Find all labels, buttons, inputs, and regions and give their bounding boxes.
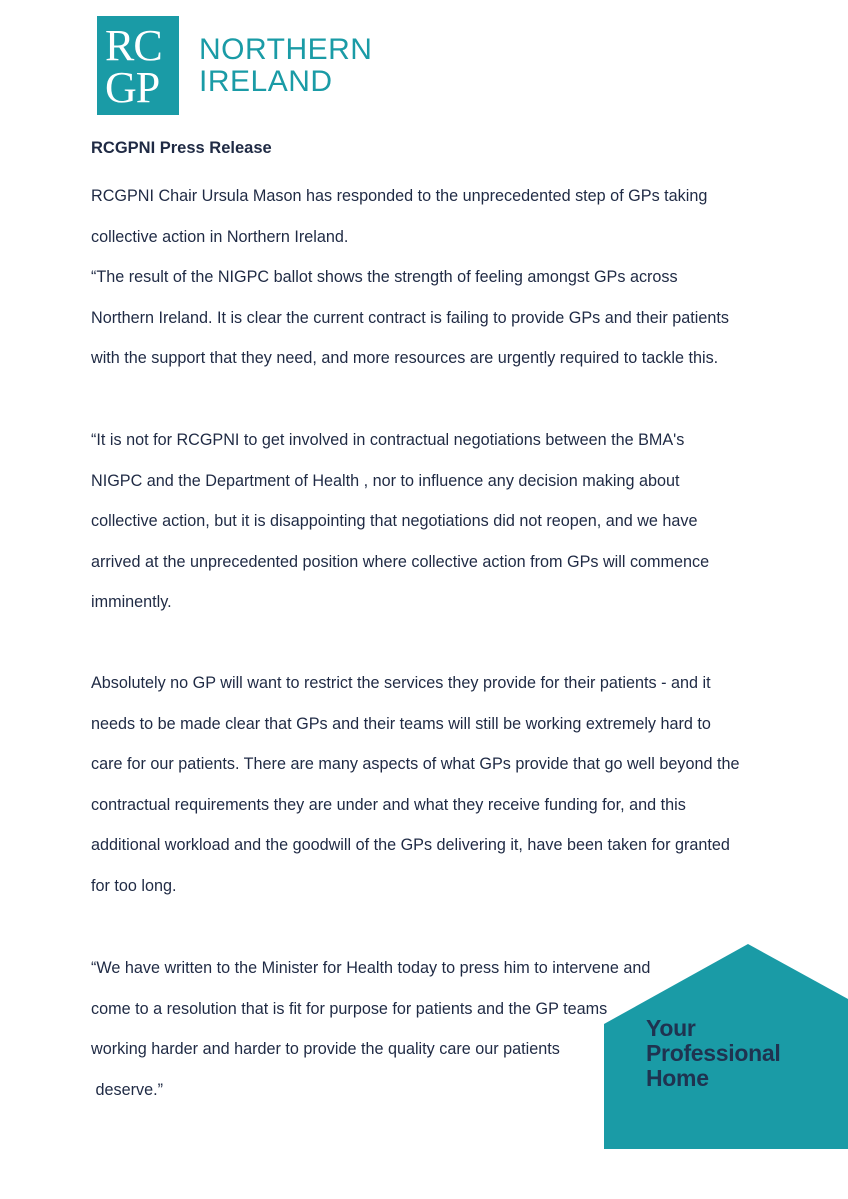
paragraph-line: deserve.” bbox=[91, 1080, 163, 1099]
paragraph-line: Northern Ireland. It is clear the current contract is failing to provide GPs and their patients bbox=[91, 308, 729, 327]
paragraph-line: contractual requirements they are under and what they receive funding for, and this bbox=[91, 795, 686, 814]
paragraph-line: arrived at the unprecedented position where collective action from GPs will commence bbox=[91, 552, 710, 571]
paragraph-line: additional workload and the goodwill of the GPs delivering it, have been taken for granted bbox=[91, 836, 730, 854]
paragraph-line: collective action in Northern Ireland. bbox=[91, 227, 349, 246]
paragraph-2 bbox=[91, 420, 709, 623]
paragraph-3 bbox=[91, 663, 739, 906]
press-release-heading: RCGPNI Press Release bbox=[91, 139, 272, 157]
paragraph-line: come to a resolution that is fit for purpose for patients and the GP teams bbox=[91, 999, 608, 1018]
paragraph-1 bbox=[91, 176, 729, 379]
paragraph-line: RCGPNI Chair Ursula Mason has responded to the unprecedented step of GPs taking bbox=[91, 187, 708, 205]
badge-line-your: Your bbox=[646, 1015, 696, 1041]
logo-name-line1: NORTHERN bbox=[199, 32, 373, 66]
paragraph-line: needs to be made clear that GPs and their teams will still be working extremely hard to bbox=[91, 714, 711, 733]
paragraph-line: working harder and harder to provide the quality care our patients bbox=[91, 1040, 560, 1058]
paragraph-line: care for our patients. There are many aspects of what GPs provide that go well beyond the bbox=[91, 755, 740, 773]
logo-mark bbox=[97, 16, 179, 115]
paragraph-line: imminently. bbox=[91, 593, 172, 611]
paragraph-line: with the support that they need, and more resources are urgently required to tackle this. bbox=[91, 349, 719, 367]
paragraph-line: collective action, but it is disappointing that negotiations did not reopen, and we have bbox=[91, 512, 698, 530]
paragraph-line: for too long. bbox=[91, 876, 177, 895]
badge-line-professional: Professional bbox=[646, 1040, 781, 1066]
badge-text bbox=[646, 1016, 780, 1091]
logo-letters-gp: GP bbox=[105, 63, 160, 112]
badge-line-home: Home bbox=[646, 1065, 709, 1091]
paragraph-4 bbox=[91, 948, 650, 1110]
logo-name-line2: IRELAND bbox=[199, 64, 333, 98]
rcgp-ni-logo bbox=[97, 16, 372, 115]
logo-wordmark bbox=[199, 34, 372, 98]
paragraph-line: “We have written to the Minister for Health today to press him to intervene and bbox=[91, 959, 651, 977]
paragraph-line: “It is not for RCGPNI to get involved in contractual negotiations between the BMA's bbox=[91, 431, 685, 449]
logo-letters-rc: RC bbox=[105, 21, 162, 70]
paragraph-line: “The result of the NIGPC ballot shows the strength of feeling amongst GPs across bbox=[91, 268, 678, 286]
paragraph-line: NIGPC and the Department of Health , nor to influence any decision making about bbox=[91, 471, 680, 490]
paragraph-line: Absolutely no GP will want to restrict the services they provide for their patients - and it bbox=[91, 674, 711, 692]
